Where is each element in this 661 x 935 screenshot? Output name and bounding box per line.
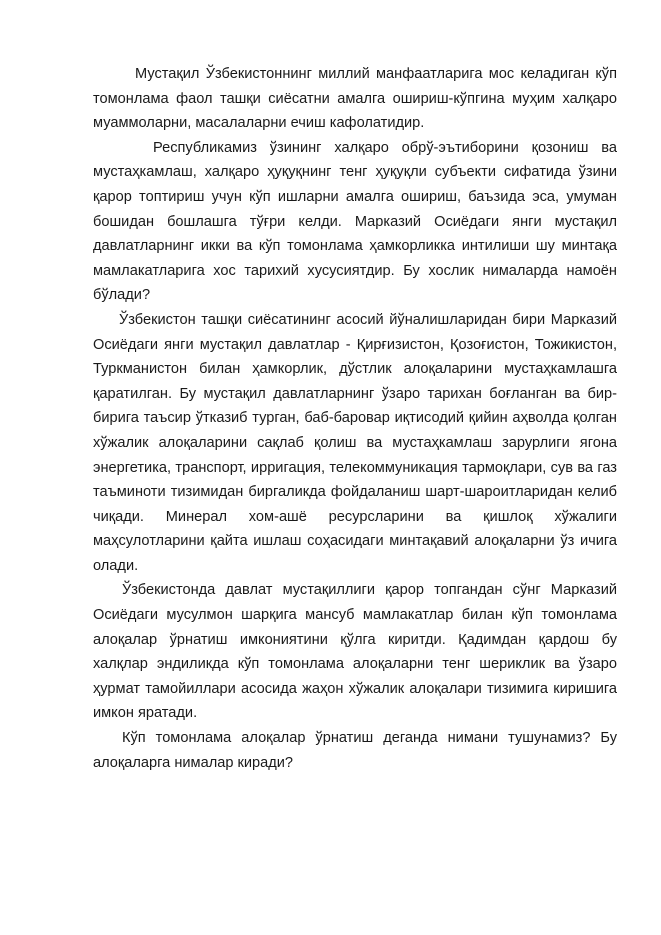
paragraph-3: Ўзбекистон ташқи сиёсатининг асосий йўналишларидан бири Марказий Осиёдаги янги мустақил давлатлар - Қирғизистон, Қозоғистон, Тожикистон, Туркманистон билан ҳамкорлик, дўстлик алоқаларини мустаҳкамлашга қаратилган. Бу мустақил давлатларнинг ўзаро тарихан боғланган ва бир-бирига таъсир ўтказиб турган, баб-баровар иқтисодий қийин аҳволда қолган хўжалик алоқаларини сақлаб қолиш ва мустаҳкамлаш зарурлиги ягона энергетика, транспорт, ирригация, телекоммуникация тармоқлари, сув ва газ таъминоти тизимидан биргаликда фойдаланиш шарт-шароитларидан келиб чиқади. Минерал хом-ашё ресурсларини ва қишлоқ хўжалиги маҳсулотларини қайта ишлаш соҳасидаги минтақавий алоқаларни ўз ичига олади. [93,311,617,574]
paragraph-5: Кўп томонлама алоқалар ўрнатиш деганда нимани тушунамиз? Бу алоқаларга нималар киради? [93,730,617,771]
paragraph-1: Мустақил Ўзбекистоннинг миллий манфаатларига мос келадиган кўп томонлама фаол ташқи сиёсатни амалга ошириш-кўпгина муҳим халқаро муаммоларни, масалаларни ечиш кафолатидир. [93,66,617,132]
paragraph-2: Республикамиз ўзининг халқаро обрў-эътиборини қозониш ва мустаҳкамлаш, халқаро ҳуқуқнинг тенг ҳуқуқли субъекти сифатида ўзини қарор топтириш учун кўп ишларни амалга ошириш, баъзида эса, умуман бошидан бошлашга тўғри келди. Марказий Осиёдаги янги мустақил давлатларнинг икки ва кўп томонлама ҳамкорликка интилиши шу минтақа мамлакатларига хос тарихий хусусиятдир. Бу хослик нималарда намоён бўлади? [93,139,617,304]
paragraph-4: Ўзбекистонда давлат мустақиллиги қарор топгандан сўнг Марказий Осиёдаги мусулмон шарқига мансуб мамлакатлар билан кўп томонлама алоқалар ўрнатиш имкониятини қўлга киритди. Қадимдан қардош бу халқлар эндиликда кўп томонлама алоқаларни тенг шериклик ва ўзаро ҳурмат тамойиллари асосида жаҳон хўжалик алоқалари тизимига киришига имкон яратади. [93,582,617,722]
document-body [93,62,617,775]
